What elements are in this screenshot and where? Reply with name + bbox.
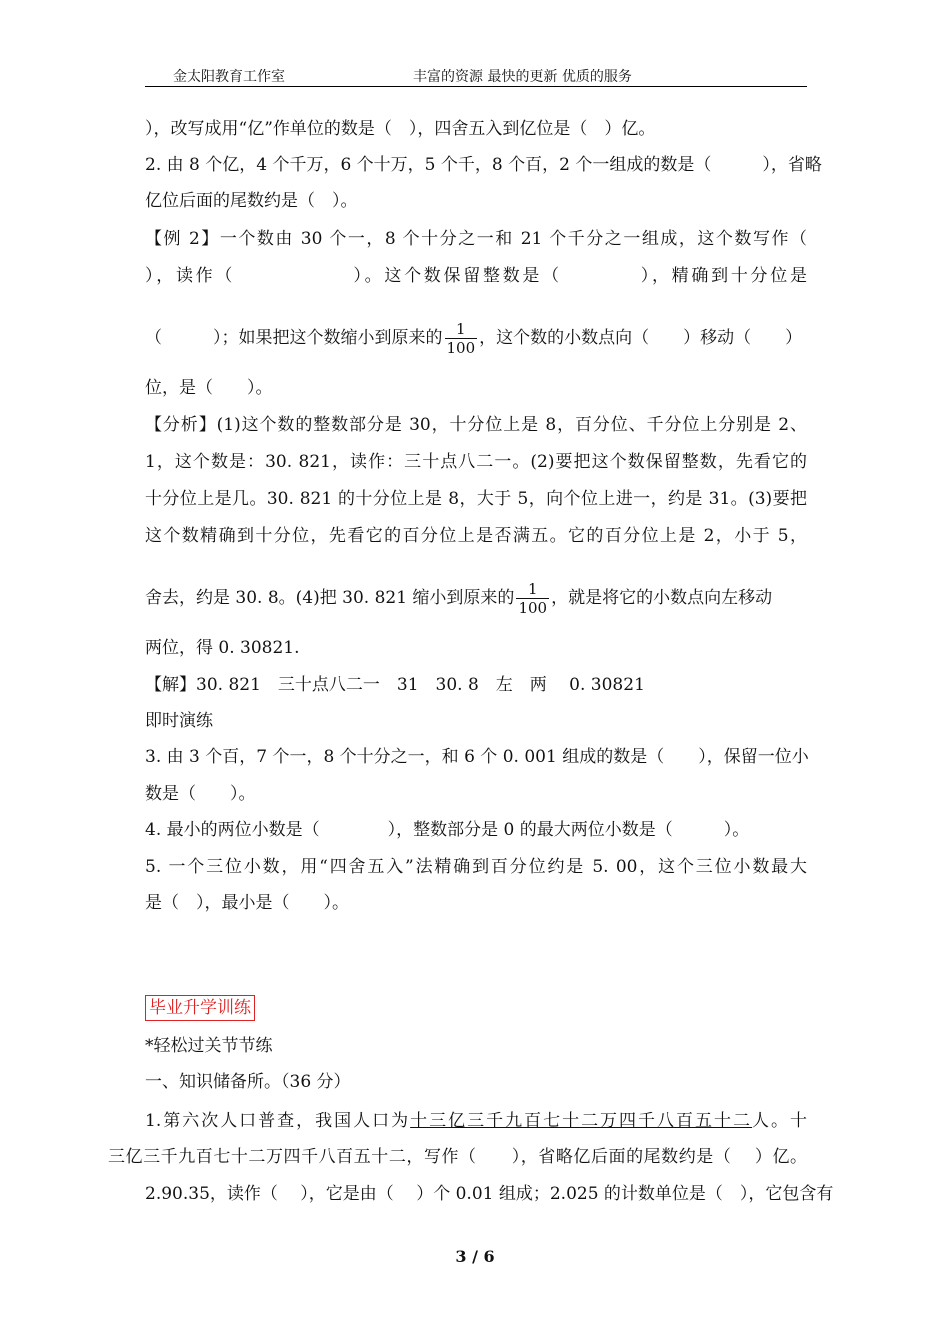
fraction-one-hundredth [516, 580, 549, 617]
text-segment: （ ）；如果把这个数缩小到原来的 [145, 328, 443, 348]
text-line: 十分位上是几。30. 821 的十分位上是 8，大于 5，向个位上进一，约是 31。(3)要把 [145, 489, 807, 509]
page-header [145, 66, 807, 87]
text-segment: ，就是将它的小数点向左移动 [551, 588, 773, 608]
text-line: 这个数精确到十分位，先看它的百分位上是否满五。它的百分位上是 2，小于 5， [145, 526, 807, 546]
header-left: 金太阳教育工作室 [173, 69, 285, 85]
text-line: 【分析】(1)这个数的整数部分是 30，十分位上是 8，百分位、千分位上分别是 2、 [145, 415, 807, 435]
text-segment: 人。十 [752, 1111, 808, 1131]
page-number: 3 / 6 [455, 1247, 495, 1266]
text-line-underlined [145, 1110, 807, 1132]
subheading: 即时演练 [145, 711, 213, 731]
subheading: *轻松过关节节练 [145, 1036, 273, 1056]
text-line: 数是（ ）。 [145, 784, 256, 804]
text-segment: 1.第六次人口普查，我国人口为 [145, 1111, 411, 1131]
text-line-with-fraction [145, 316, 807, 360]
text-line: 亿位后面的尾数约是（ ）。 [145, 191, 358, 211]
text-line: 4. 最小的两位小数是（ ），整数部分是 0 的最大两位小数是（ ）。 [145, 820, 750, 840]
section-tag: 毕业升学训练 [145, 995, 255, 1021]
text-line: 2.90.35，读作（ ），它是由（ ）个 0.01 组成；2.025 的计数单位是（ ），它包含有 [145, 1184, 834, 1204]
text-line: 【例 2】一个数由 30 个一，8 个十分之一和 21 个千分之一组成，这个数写作（ [145, 229, 807, 249]
header-right: 丰富的资源 最快的更新 优质的服务 [413, 69, 632, 85]
section-heading: 一、知识储备所。（36 分） [145, 1072, 351, 1092]
fraction-denominator: 100 [446, 339, 476, 357]
text-line: ），改写成用“亿”作单位的数是（ ），四舍五入到亿位是（ ）亿。 [145, 119, 656, 139]
text-line: 三亿三千九百七十二万四千八百五十二，写作（ ），省略亿后面的尾数约是（ ）亿。 [108, 1147, 807, 1167]
text-line: 位，是（ ）。 [145, 378, 273, 398]
text-segment: ，这个数的小数点向（ ）移动（ ） [479, 328, 803, 348]
text-line: 2. 由 8 个亿，4 个千万，6 个十万，5 个千，8 个百，2 个一组成的数是（ ），省略 [145, 155, 822, 175]
text-line: 两位，得 0. 30821. [145, 638, 300, 658]
fraction-denominator: 100 [518, 599, 548, 617]
text-line: 3. 由 3 个百，7 个一，8 个十分之一，和 6 个 0. 001 组成的数是（ ），保留一位小 [145, 747, 809, 767]
fraction-one-hundredth [445, 320, 478, 357]
answer-line: 【解】30. 821 三十点八二一 31 30. 8 左 两 0. 30821 [145, 675, 645, 695]
fraction-numerator: 1 [445, 320, 478, 339]
text-line: 是（ ），最小是（ ）。 [145, 893, 349, 913]
text-line-with-fraction [145, 576, 807, 620]
underlined-population: 十三亿三千九百七十二万四千八百五十二 [410, 1111, 753, 1131]
text-line: 5. 一个三位小数，用“四舍五入”法精确到百分位约是 5. 00，这个三位小数最大 [145, 857, 807, 877]
fraction-numerator: 1 [516, 580, 549, 599]
text-segment: 舍去，约是 30. 8。(4)把 30. 821 缩小到原来的 [145, 588, 515, 608]
text-line: ），读作（ ）。这个数保留整数是（ ），精确到十分位是 [145, 266, 807, 286]
text-line: 1，这个数是：30. 821，读作：三十点八二一。(2)要把这个数保留整数，先看它的 [145, 452, 807, 472]
